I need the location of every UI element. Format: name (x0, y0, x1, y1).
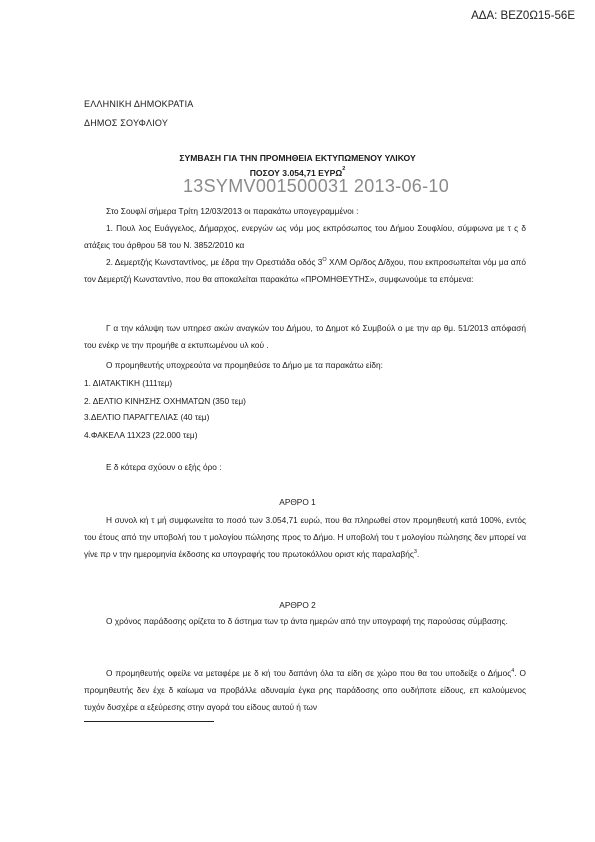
footnote-ref-2: 2 (342, 166, 346, 172)
footnote-ref-3: 3 (413, 549, 417, 555)
article-1-heading: ΑΡΘΡΟ 1 (279, 497, 316, 507)
article-2-text: Ο χρόνος παράδοσης ορίζετα το δ άστημα των τρ άντα ημερών από την υπογραφή της παρούσας σύμβασης. (106, 616, 508, 626)
obligation-paragraph: Ο προμηθευτής υποχρεούτα να προμηθεύσε το Δήμο με τα παρακάτω είδη: (106, 360, 383, 370)
footnote-divider (84, 721, 214, 722)
delivery-paragraph: Ο προμηθευτής οφείλε να μεταφέρε με δ κή του δαπάνη όλα τα είδη σε χώρο που θα του υποδείξε ο Δήμος$^4$. Ο προμηθευτής δεν έχε δ καίωμα να προβάλλε αδυναμία έγκα ρης παράδοσης οπο ουδήποτε είδους, επ καλούμενος τυχόν δυσχέρε α εξεύρεσης στην αγορά του είδους αυτού ή των (84, 668, 526, 712)
list-item: 1. ΔΙΑΤΑΚΤΙΚΗ (111τεμ) (84, 378, 173, 388)
article-1-text: Η συνολ κή τ μή συμφωνείτα το ποσό των 3.054,71 ευρώ, που θα πληρωθεί στον προμηθευτή κατά 100%, εντός του έτους από την υποβολή του τ μολογίου πώλησης προς το Δήμο. Η υποβολή του τ μολογίου πώλησης δεν μπορεί να γίνε πρ ν την ημερομηνία έκδοσης κα υπογραφής του πρωτοκόλλου οριστ κής παραλαβής$^3$. (84, 515, 526, 559)
footnote-ref-4: 4 (511, 668, 515, 674)
header-republic: ΕΛΛΗΝΙΚΗ ΔΗΜΟΚΡΑΤΙΑ (84, 99, 194, 109)
list-item: 3.ΔΕΛΤΙΟ ΠΑΡΑΓΓΕΛΙΑΣ (40 τεμ) (84, 412, 210, 422)
header-municipality: ΔΗΜΟΣ ΣΟΥΦΛΙΟΥ (84, 118, 169, 128)
terms-intro: Ε δ κότερα σχύουν ο εξής όρο : (106, 462, 222, 472)
purpose-paragraph: Γ α την κάλυψη των υπηρεσ ακών αναγκών του Δήμου, το Δημοτ κό Συμβούλ ο με την αρ θμ. 51/2013 απόφασή του ενέκρ νε την προμήθε α εκτυπωμένου υλ κού . (84, 323, 526, 350)
ada-code: ΑΔΑ: ΒΕΖ0Ω15-56Ε (471, 10, 575, 22)
list-item: 2. ΔΕΛΤΙΟ ΚΙΝΗΣΗΣ ΟΧΗΜΑΤΩΝ (350 τεμ) (84, 396, 246, 406)
article-2-heading: ΑΡΘΡΟ 2 (279, 600, 316, 610)
document-amount: ΠΟΣΟΥ 3.054,71 ΕΥΡΩ$^2$ (249, 166, 346, 178)
registration-stamp: 13SYMV001500031 2013-06-10 (183, 176, 450, 196)
list-item: 4.ΦΑΚΕΛΑ 11Χ23 (22.000 τεμ) (84, 430, 198, 440)
party-1-paragraph: 1. Πουλ λος Ευάγγελος, Δήμαρχος, ενεργών ως νόμ μος εκπρόσωπος του Δήμου Σουφλίου, σύμφωνα με τ ς δ ατάξεις του άρθρου 58 του Ν. 3852/2010 κα (84, 223, 526, 250)
party-2-paragraph: 2. Δεμερτζής Κωνσταντίνος, με έδρα την Ορεστιάδα οδός $3^O$ ΧΛΜ Ορ/δος Δ/δχου, που εκπροσωπείται νόμ μα από τον Δεμερτζή Κωνσταντίνο, που θα αποκαλείται παρακάτω «ΠΡΟΜΗΘΕΥΤΗΣ», συμφωνούμε τα επόμενα: (84, 257, 526, 284)
document-title: ΣΥΜΒΑΣΗ ΓΙΑ ΤΗΝ ΠΡΟΜΗΘΕΙΑ ΕΚΤΥΠΩΜΕΝΟΥ ΥΛΙΚΟΥ (179, 153, 416, 163)
intro-paragraph: Στο Σουφλί σήμερα Τρίτη 12/03/2013 οι παρακάτω υπογεγραμμένοι : (106, 206, 359, 216)
